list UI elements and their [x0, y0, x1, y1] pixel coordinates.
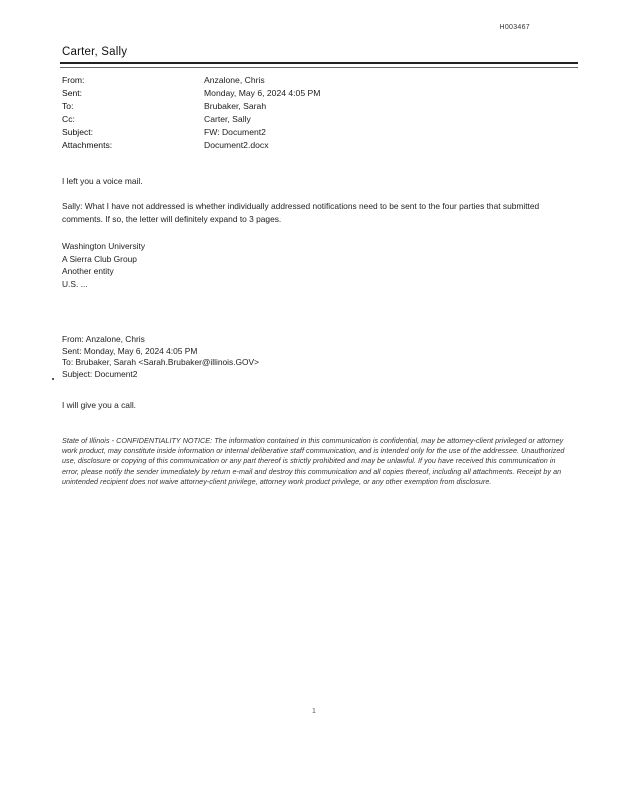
bates-number: H003467: [499, 24, 530, 31]
from-value: Anzalone, Chris: [204, 75, 265, 85]
attachments-row: [62, 139, 542, 152]
confidentiality-notice: State of Illinois - CONFIDENTIALITY NOTICE: The information contained in this communication is confidential, may be attorney-client privileged or attorney work product, may constitute inside information or internal deliberative staff communication, and is intended only for the use of the addressee. Unauthorized use, disclosure or copying of this communication or any part thereof is strictly prohibited and may be unlawful. If you have received this communication in error, please notify the sender immediately by return e-mail and destroy this communication and all copies thereof, including all attachments. Receipt by an unintended recipient does not waive attorney-client privilege, attorney work product privilege, or any other exemption from disclosure.: [62, 436, 565, 486]
sent-label: Sent:: [62, 88, 83, 98]
email-header: [62, 74, 542, 152]
mailbox-owner-name: Carter, Sally: [62, 46, 128, 58]
subject-row: [62, 126, 542, 139]
list-item: U.S. ...: [62, 278, 88, 289]
subject-value: FW: Document2: [204, 127, 266, 137]
to-value: Brubaker, Sarah: [204, 101, 267, 111]
page-number: 1: [312, 708, 316, 715]
scan-mark: [52, 378, 54, 380]
subject-label: Subject:: [62, 127, 94, 137]
body-paragraph-voicemail: I left you a voice mail.: [62, 176, 143, 186]
forwarded-body: I will give you a call.: [62, 400, 137, 410]
attachments-value: Document2.docx: [204, 140, 269, 150]
forwarded-header: [62, 334, 482, 380]
list-item: Washington University: [62, 241, 146, 251]
to-label: To:: [62, 101, 74, 111]
from-label: From:: [62, 75, 85, 85]
to-row: [62, 100, 542, 113]
attachments-label: Attachments:: [62, 140, 113, 150]
fwd-from-line: From: Anzalone, Chris: [62, 334, 145, 344]
sent-value: Monday, May 6, 2024 4:05 PM: [204, 88, 321, 98]
from-row: [62, 74, 542, 87]
body-paragraph-notifications: Sally: What I have not addressed is whether individually addressed notifications need to be sent to the four parties that submitted comments. If so, the letter will definitely expand to 3 pages.: [62, 201, 540, 224]
list-item: A Sierra Club Group: [62, 253, 137, 264]
list-item: Another entity: [62, 266, 114, 277]
cc-value: Carter, Sally: [204, 114, 251, 124]
header-divider: [60, 62, 578, 68]
fwd-sent-line: Sent: Monday, May 6, 2024 4:05 PM: [62, 345, 198, 356]
fwd-to-line: To: Brubaker, Sarah <Sarah.Brubaker@illinois.GOV>: [62, 357, 260, 367]
cc-label: Cc:: [62, 114, 75, 124]
fwd-subject-line: Subject: Document2: [62, 368, 138, 379]
commenter-list: [62, 240, 582, 290]
sent-row: [62, 87, 542, 100]
cc-row: [62, 113, 542, 126]
